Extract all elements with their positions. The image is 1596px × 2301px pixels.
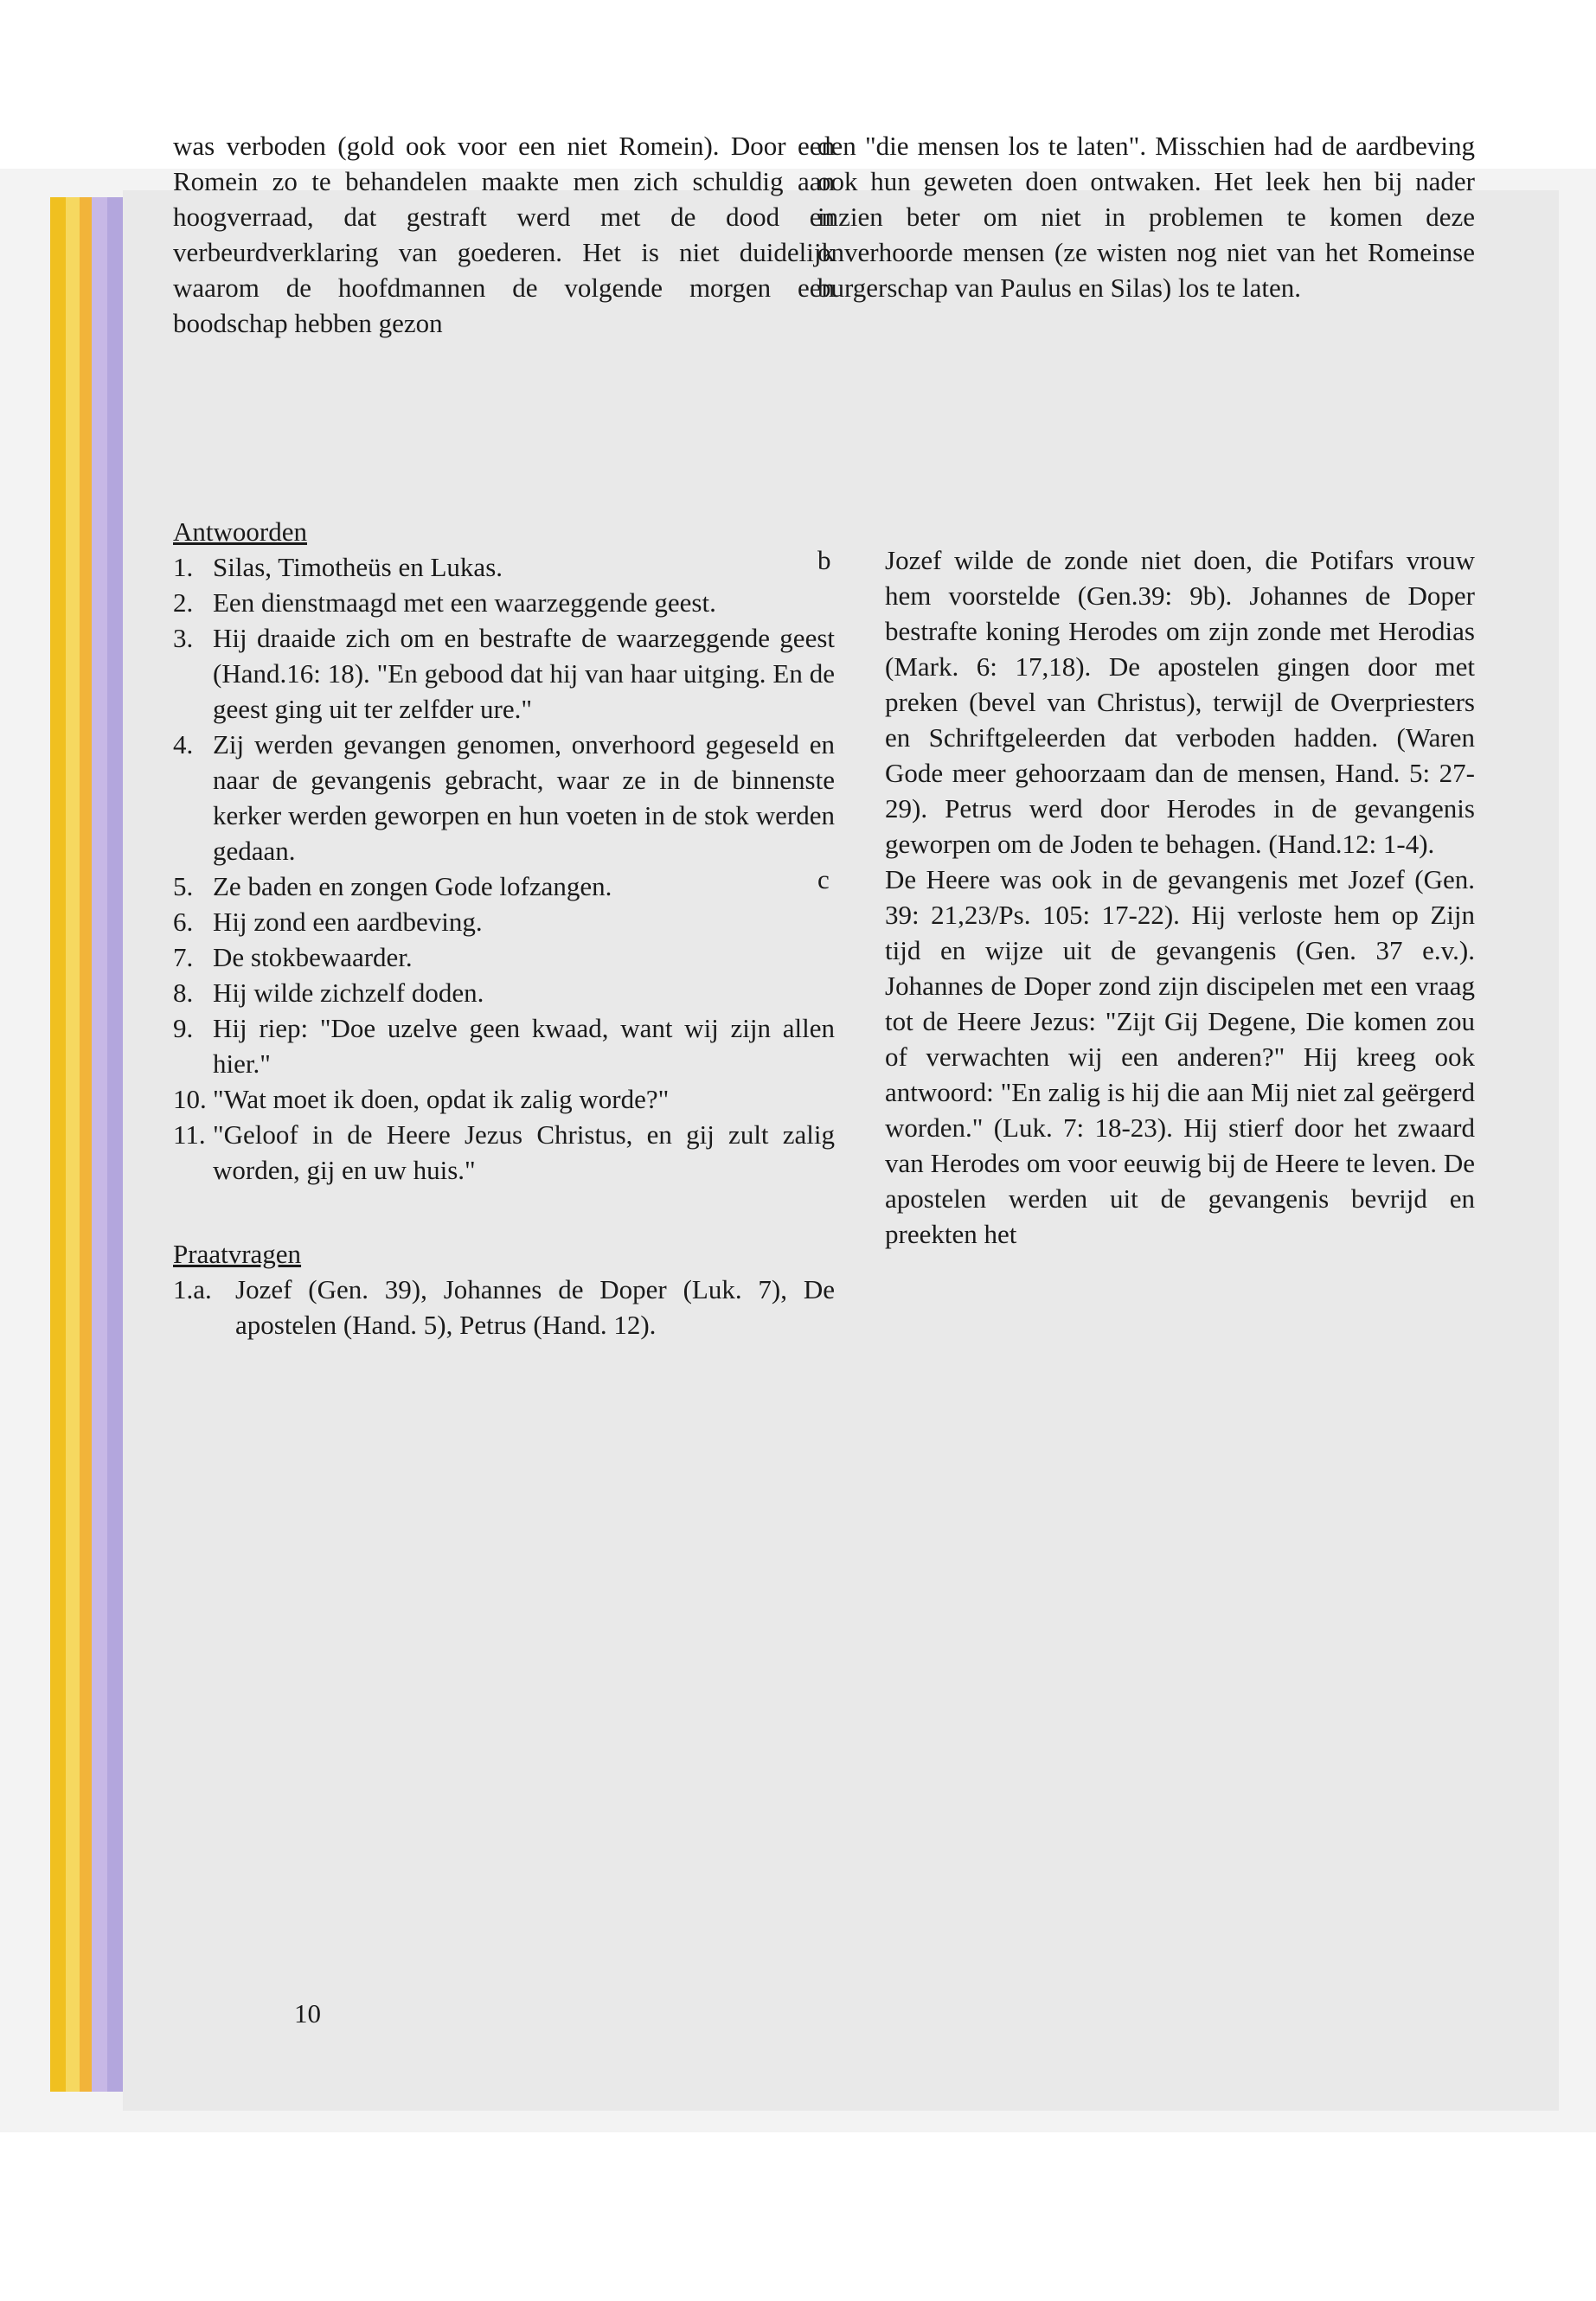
questions-heading: Praatvragen	[173, 1239, 302, 1269]
left-intro-paragraph: was verboden (gold ook voor een niet Romein). Door een Romein zo te behandelen maakte men zich schuldig aan hoogverraad, dat gestraft werd met de dood en verbeurdverklaring van goederen. Het is niet duidelijk waarom de hoofdmannen de volgende morgen een boodschap hebben gezon	[173, 131, 835, 338]
answer-text: Silas, Timotheüs en Lukas.	[213, 552, 503, 582]
answer-text: Hij zond een aardbeving.	[213, 907, 483, 937]
answer-number: 5.	[173, 871, 194, 901]
answer-item	[173, 868, 835, 904]
answer-item	[173, 620, 835, 727]
answer-text: Hij wilde zichzelf doden.	[213, 977, 484, 1008]
item-letter: b	[817, 545, 831, 575]
answer-item	[173, 549, 835, 585]
column-spacer	[817, 305, 1475, 542]
answer-text: Zij werden gevangen genomen, onverhoord gegeseld en naar de gevangenis gebracht, waar ze in de binnenste kerker werden geworpen en hun voeten in de stok werden gedaan.	[213, 729, 835, 866]
answer-number: 3.	[173, 623, 194, 653]
page-edge-yellow	[50, 197, 66, 2092]
item-text: Jozef wilde de zonde niet doen, die Potifars vrouw hem voorstelde (Gen.39: 9b). Johannes de Doper bestrafte koning Herodes om zijn zonde met Herodias (Mark. 6: 17,18). De apostelen gingen door met preken (bevel van Christus), terwijl de Overpriesters en Schriftgeleerden dat verboden hadden. (Waren Gode meer gehoorzaam dan de mensen, Hand. 5: 27-29). Petrus werd door Herodes in de gevangenis geworpen om de Joden te behagen. (Hand.12: 1-4).	[885, 545, 1475, 859]
answer-number: 7.	[173, 942, 194, 972]
right-column	[817, 128, 1475, 1252]
answer-item	[173, 904, 835, 939]
answer-text: Hij riep: "Doe uzelve geen kwaad, want wij zijn allen hier."	[213, 1013, 835, 1079]
answer-number: 8.	[173, 977, 194, 1008]
answer-number: 2.	[173, 587, 194, 618]
item-text: De Heere was ook in de gevangenis met Jozef (Gen. 39: 21,23/Ps. 105: 17-22). Hij verloste hem op Zijn tijd en wijze uit de gevangenis (Gen. 37 e.v.). Johannes de Doper zond zijn discipelen met een vraag tot de Heere Jezus: "Zijt Gij Degene, Die komen zou of verwachten wij een anderen?" Hij kreeg ook antwoord: "En zalig is hij die aan Mij niet zal geërgerd worden." (Luk. 7: 18-23). Hij stierf door het zwaard van Herodes om voor eeuwig bij de Heere te leven. De apostelen werden uit de gevangenis bevrijd en preekten het	[885, 864, 1475, 1249]
answer-text: De stokbewaarder.	[213, 942, 413, 972]
page-edge-orange	[80, 197, 92, 2092]
answer-number: 11.	[173, 1119, 206, 1150]
question-text: Jozef (Gen. 39), Johannes de Doper (Luk. 7), De apostelen (Hand. 5), Petrus (Hand. 12).	[235, 1274, 835, 1340]
answer-text: Een dienstmaagd met een waarzeggende geest.	[213, 587, 716, 618]
answer-number: 9.	[173, 1013, 194, 1043]
answer-text: Ze baden en zongen Gode lofzangen.	[213, 871, 612, 901]
answer-item	[173, 585, 835, 620]
question-item	[173, 1272, 835, 1343]
answer-item	[173, 975, 835, 1010]
answer-number: 6.	[173, 907, 194, 937]
item-letter: c	[817, 864, 830, 894]
answer-number: 4.	[173, 729, 194, 760]
answer-item	[173, 1117, 835, 1188]
discussion-item	[817, 862, 1475, 1252]
answers-list	[173, 549, 835, 1188]
answer-item	[173, 1010, 835, 1081]
right-intro-paragraph: den "die mensen los te laten". Misschien had de aardbeving ook hun geweten doen ontwaken. Het leek hen bij nader inzien beter om niet in problemen te komen deze onverhoorde mensen (ze wisten nog niet van het Romeinse burgerschap van Paulus en Silas) los te laten.	[817, 131, 1475, 303]
answer-item	[173, 1081, 835, 1117]
answer-text: "Wat moet ik doen, opdat ik zalig worde?"	[213, 1084, 670, 1114]
page-number: 10	[294, 1998, 321, 2029]
question-number: 1.a.	[173, 1274, 212, 1304]
discussion-item	[817, 542, 1475, 862]
page-edge-purple	[107, 197, 123, 2092]
answer-number: 10.	[173, 1084, 207, 1114]
answer-number: 1.	[173, 552, 194, 582]
page-edge-lavender	[92, 197, 107, 2092]
left-column	[173, 128, 835, 1343]
answer-item	[173, 727, 835, 868]
answer-item	[173, 939, 835, 975]
page-edge-light-yellow	[66, 197, 80, 2092]
answer-text: "Geloof in de Heere Jezus Christus, en gij zult zalig worden, gij en uw huis."	[213, 1119, 835, 1185]
answers-heading: Antwoorden	[173, 516, 307, 547]
answer-text: Hij draaide zich om en bestrafte de waarzeggende geest (Hand.16: 18). "En gebood dat hij van haar uitging. En de geest ging uit ter zelfder ure."	[213, 623, 835, 724]
